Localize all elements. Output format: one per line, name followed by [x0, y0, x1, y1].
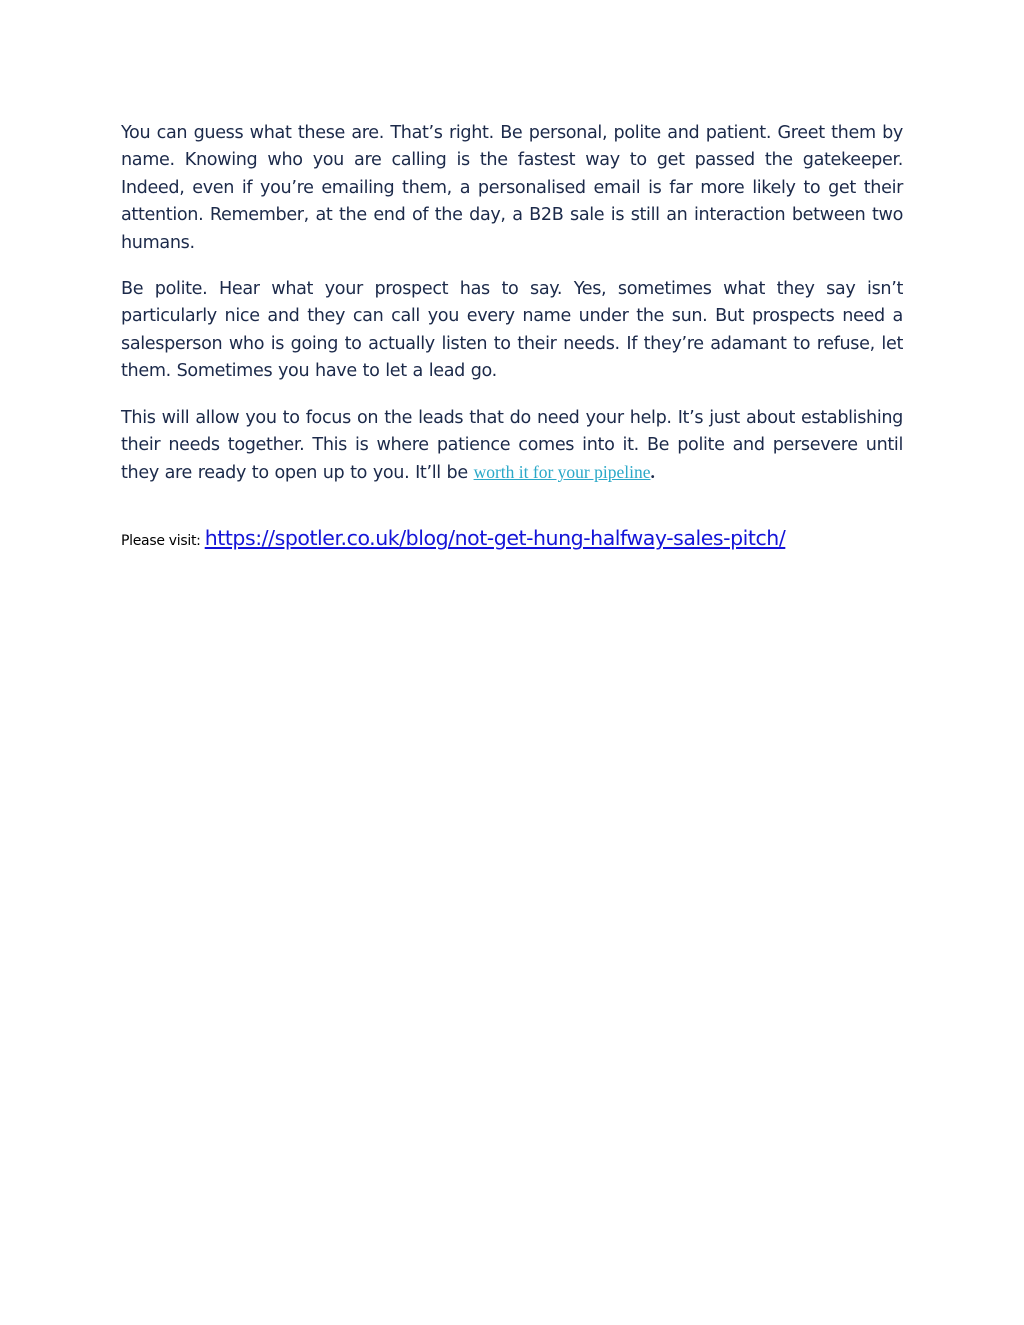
- paragraph-focus-text: This will allow you to focus on the leads that do need your help. It’s just about establishing their needs together. This is where patience comes into it. Be polite and persevere until they are ready to open up to you. It’ll be: [121, 407, 903, 484]
- visit-label: Please visit:: [121, 533, 205, 549]
- document-body: [121, 120, 903, 507]
- paragraph-focus-period: .: [650, 462, 655, 483]
- paragraph-polite: Be polite. Hear what your prospect has to say. Yes, sometimes what they say isn’t particularly nice and they can call you every name under the sun. But prospects need a salesperson who is going to actually listen to their needs. If they’re adamant to refuse, let them. Sometimes you have to let a lead go.: [121, 279, 903, 382]
- visit-url-link[interactable]: https://spotler.co.uk/blog/not-get-hung-halfway-sales-pitch/: [204, 526, 786, 550]
- visit-line: [121, 526, 785, 550]
- paragraph-greeting: You can guess what these are. That’s right. Be personal, polite and patient. Greet them by name. Knowing who you are calling is the fastest way to get passed the gatekeeper. Indeed, even if you’re emailing them, a personalised email is far more likely to get their attention. Remember, at the end of the day, a B2B sale is still an interaction between two humans.: [121, 123, 903, 253]
- pipeline-link[interactable]: worth it for your pipeline: [473, 462, 651, 483]
- paragraph-focus: [121, 405, 903, 488]
